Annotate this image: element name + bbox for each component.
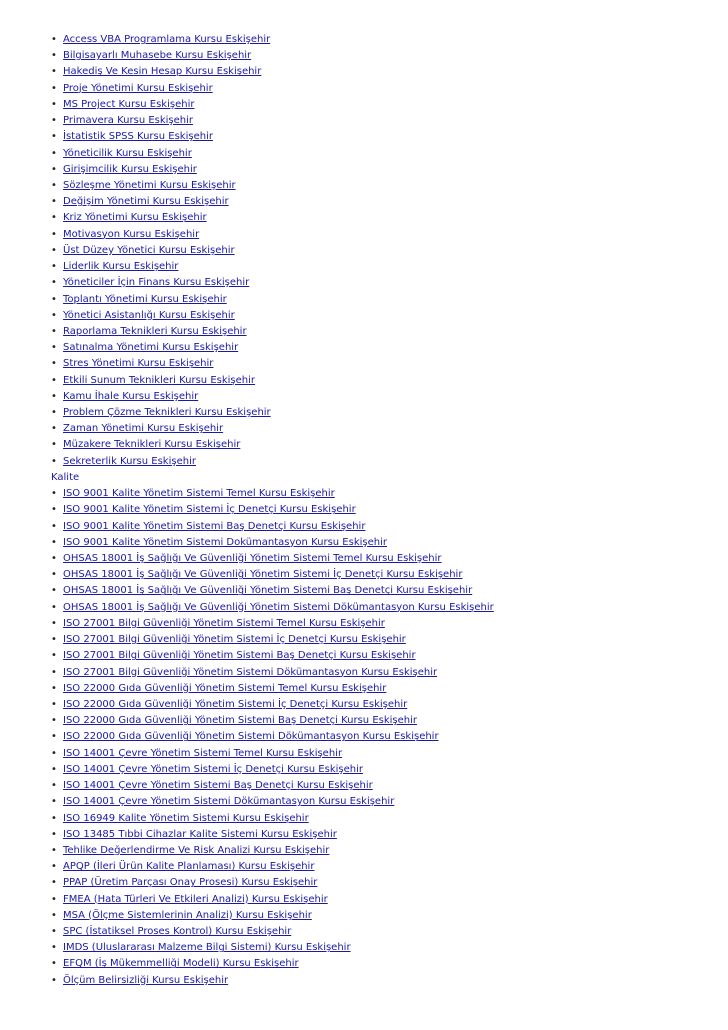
- list-item: [0, 324, 728, 340]
- course-link[interactable]: OHSAS 18001 İş Sağlığı Ve Güvenliği Yönetim Sistemi İç Denetçi Kursu Eskişehir: [63, 569, 463, 581]
- course-link[interactable]: ISO 9001 Kalite Yönetim Sistemi Baş Denetçi Kursu Eskişehir: [63, 520, 366, 532]
- bullet-icon: •: [51, 828, 57, 840]
- list-item: [0, 713, 728, 729]
- course-link[interactable]: MSA (Ölçme Sistemlerinin Analizi) Kursu Eskişehir: [63, 909, 312, 921]
- course-link[interactable]: Liderlik Kursu Eskişehir: [63, 261, 179, 273]
- course-link[interactable]: MS Project Kursu Eskişehir: [63, 98, 195, 110]
- course-link[interactable]: OHSAS 18001 İş Sağlığı Ve Güvenliği Yönetim Sistemi Dökümantasyon Kursu Eskişehir: [63, 601, 494, 613]
- list-item: [0, 437, 728, 453]
- section-heading-kalite: [0, 470, 728, 486]
- course-link[interactable]: ISO 9001 Kalite Yönetim Sistemi Temel Kursu Eskişehir: [63, 488, 335, 500]
- list-item: [0, 502, 728, 518]
- bullet-icon: •: [51, 909, 57, 921]
- course-link[interactable]: Ölçüm Belirsizliği Kursu Eskişehir: [63, 974, 229, 986]
- list-item: [0, 81, 728, 97]
- bullet-icon: •: [51, 309, 57, 321]
- list-item: [0, 632, 728, 648]
- course-link[interactable]: APQP (İleri Ürün Kalite Planlaması) Kursu Eskişehir: [63, 861, 315, 873]
- bullet-icon: •: [51, 601, 57, 613]
- course-link[interactable]: ISO 22000 Gıda Güvenliği Yönetim Sistemi Baş Denetçi Kursu Eskişehir: [63, 715, 418, 727]
- course-link[interactable]: Kamu İhale Kursu Eskişehir: [63, 390, 199, 402]
- bullet-icon: •: [51, 147, 57, 159]
- bullet-icon: •: [51, 244, 57, 256]
- list-item: [0, 32, 728, 48]
- bullet-icon: •: [51, 374, 57, 386]
- course-link[interactable]: FMEA (Hata Türleri Ve Etkileri Analizi) Kursu Eskişehir: [63, 893, 328, 905]
- list-item: [0, 729, 728, 745]
- course-link[interactable]: Yöneticilik Kursu Eskişehir: [63, 147, 192, 159]
- bullet-icon: •: [51, 812, 57, 824]
- course-link[interactable]: Stres Yönetimi Kursu Eskişehir: [63, 358, 214, 370]
- bullet-icon: •: [51, 261, 57, 273]
- list-item: [0, 129, 728, 145]
- course-link[interactable]: İstatistik SPSS Kursu Eskişehir: [63, 131, 213, 143]
- course-link[interactable]: SPC (İstatiksel Proses Kontrol) Kursu Eskişehir: [63, 926, 292, 938]
- bullet-icon: •: [51, 974, 57, 986]
- list-item: [0, 210, 728, 226]
- bullet-icon: •: [51, 66, 57, 78]
- bullet-icon: •: [51, 893, 57, 905]
- list-item: [0, 292, 728, 308]
- list-item: [0, 616, 728, 632]
- course-link[interactable]: Primavera Kursu Eskişehir: [63, 115, 194, 127]
- bullet-icon: •: [51, 731, 57, 743]
- course-link[interactable]: Hakediş Ve Kesin Hesap Kursu Eskişehir: [63, 66, 262, 78]
- bullet-icon: •: [51, 390, 57, 402]
- course-link[interactable]: ISO 9001 Kalite Yönetim Sistemi İç Denetçi Kursu Eskişehir: [63, 504, 356, 516]
- course-link[interactable]: Sözleşme Yönetimi Kursu Eskişehir: [63, 179, 236, 191]
- bullet-icon: •: [51, 650, 57, 662]
- course-link[interactable]: Yöneticiler İçin Finans Kursu Eskişehir: [63, 277, 250, 289]
- list-item: [0, 567, 728, 583]
- bullet-icon: •: [51, 325, 57, 337]
- course-link[interactable]: Zaman Yönetimi Kursu Eskişehir: [63, 423, 224, 435]
- bullet-icon: •: [51, 82, 57, 94]
- bullet-icon: •: [51, 780, 57, 792]
- bullet-icon: •: [51, 877, 57, 889]
- list-item: [0, 146, 728, 162]
- course-link[interactable]: ISO 16949 Kalite Yönetim Sistemi Kursu Eskişehir: [63, 812, 309, 824]
- list-item: [0, 924, 728, 940]
- bullet-icon: •: [51, 666, 57, 678]
- course-link[interactable]: Satınalma Yönetimi Kursu Eskişehir: [63, 342, 239, 354]
- course-link[interactable]: OHSAS 18001 İş Sağlığı Ve Güvenliği Yönetim Sistemi Temel Kursu Eskişehir: [63, 553, 442, 564]
- course-link[interactable]: Proje Yönetimi Kursu Eskişehir: [63, 82, 213, 94]
- bullet-icon: •: [51, 131, 57, 143]
- bullet-icon: •: [51, 569, 57, 581]
- bullet-icon: •: [51, 536, 57, 548]
- course-link[interactable]: IMDS (Uluslararası Malzeme Bilgi Sistemi) Kursu Eskişehir: [63, 942, 351, 954]
- list-item: [0, 275, 728, 291]
- bullet-icon: •: [51, 98, 57, 110]
- course-link[interactable]: Tehlike Değerlendirme Ve Risk Analizi Kursu Eskişehir: [63, 844, 330, 856]
- list-item: [0, 681, 728, 697]
- list-item: [0, 600, 728, 616]
- list-item: [0, 48, 728, 64]
- list-item: [0, 794, 728, 810]
- bullet-icon: •: [51, 228, 57, 240]
- bullet-icon: •: [51, 293, 57, 305]
- bullet-icon: •: [51, 553, 57, 564]
- list-item: [0, 843, 728, 859]
- list-item: [0, 827, 728, 843]
- bullet-icon: •: [51, 179, 57, 191]
- course-link[interactable]: ISO 27001 Bilgi Güvenliği Yönetim Sistemi Temel Kursu Eskişehir: [63, 617, 385, 629]
- course-link[interactable]: ISO 14001 Çevre Yönetim Sistemi Dökümantasyon Kursu Eskişehir: [63, 796, 395, 808]
- bullet-icon: •: [51, 115, 57, 127]
- course-link[interactable]: Raporlama Teknikleri Kursu Eskişehir: [63, 325, 247, 337]
- course-link[interactable]: Motivasyon Kursu Eskişehir: [63, 228, 200, 240]
- course-link[interactable]: Access VBA Programlama Kursu Eskişehir: [63, 34, 271, 45]
- course-link[interactable]: PPAP (Üretim Parçası Onay Prosesi) Kursu Eskişehir: [63, 877, 318, 889]
- list-item: [0, 811, 728, 827]
- list-item: [0, 454, 728, 470]
- list-item: [0, 583, 728, 599]
- course-link[interactable]: ISO 22000 Gıda Güvenliği Yönetim Sistemi İç Denetçi Kursu Eskişehir: [63, 698, 408, 710]
- bullet-icon: •: [51, 196, 57, 208]
- bullet-icon: •: [51, 698, 57, 710]
- section-heading-text: Kalite: [51, 471, 80, 483]
- list-item: [0, 892, 728, 908]
- list-item: [0, 956, 728, 972]
- course-link[interactable]: ISO 22000 Gıda Güvenliği Yönetim Sistemi Dökümantasyon Kursu Eskişehir: [63, 731, 439, 743]
- course-link[interactable]: Problem Çözme Teknikleri Kursu Eskişehir: [63, 407, 271, 419]
- course-link[interactable]: ISO 27001 Bilgi Güvenliği Yönetim Sistemi İç Denetçi Kursu Eskişehir: [63, 634, 406, 646]
- list-item: [0, 308, 728, 324]
- course-link[interactable]: Kriz Yönetimi Kursu Eskişehir: [63, 212, 207, 224]
- course-list: [0, 32, 728, 989]
- bullet-icon: •: [51, 488, 57, 500]
- bullet-icon: •: [51, 617, 57, 629]
- course-link[interactable]: ISO 14001 Çevre Yönetim Sistemi Baş Denetçi Kursu Eskişehir: [63, 780, 373, 792]
- list-item: [0, 373, 728, 389]
- list-item: [0, 973, 728, 989]
- bullet-icon: •: [51, 455, 57, 467]
- bullet-icon: •: [51, 358, 57, 370]
- bullet-icon: •: [51, 407, 57, 419]
- list-item: [0, 64, 728, 80]
- bullet-icon: •: [51, 34, 57, 45]
- bullet-icon: •: [51, 504, 57, 516]
- bullet-icon: •: [51, 439, 57, 451]
- bullet-icon: •: [51, 50, 57, 62]
- course-link[interactable]: ISO 22000 Gıda Güvenliği Yönetim Sistemi Temel Kursu Eskişehir: [63, 682, 387, 694]
- bullet-icon: •: [51, 747, 57, 759]
- course-link[interactable]: Toplantı Yönetimi Kursu Eskişehir: [63, 293, 227, 305]
- list-item: [0, 486, 728, 502]
- bullet-icon: •: [51, 212, 57, 224]
- bullet-icon: •: [51, 861, 57, 873]
- list-item: [0, 421, 728, 437]
- course-link[interactable]: Girişimcilik Kursu Eskişehir: [63, 163, 197, 175]
- list-item: [0, 97, 728, 113]
- list-item: [0, 746, 728, 762]
- list-item: [0, 389, 728, 405]
- list-item: [0, 648, 728, 664]
- list-item: [0, 113, 728, 129]
- bullet-icon: •: [51, 342, 57, 354]
- bullet-icon: •: [51, 715, 57, 727]
- course-link[interactable]: ISO 27001 Bilgi Güvenliği Yönetim Sistemi Dökümantasyon Kursu Eskişehir: [63, 666, 438, 678]
- list-item: [0, 356, 728, 372]
- list-item: [0, 162, 728, 178]
- course-link[interactable]: Değişim Yönetimi Kursu Eskişehir: [63, 196, 229, 208]
- course-link[interactable]: Müzakere Teknikleri Kursu Eskişehir: [63, 439, 241, 451]
- course-link[interactable]: ISO 14001 Çevre Yönetim Sistemi İç Denetçi Kursu Eskişehir: [63, 763, 363, 775]
- list-item: [0, 227, 728, 243]
- course-link[interactable]: ISO 13485 Tıbbi Cihazlar Kalite Sistemi Kursu Eskişehir: [63, 828, 337, 840]
- list-item: [0, 940, 728, 956]
- course-link[interactable]: Bilgisayarlı Muhasebe Kursu Eskişehir: [63, 50, 252, 62]
- bullet-icon: •: [51, 682, 57, 694]
- list-item: [0, 243, 728, 259]
- bullet-icon: •: [51, 942, 57, 954]
- bullet-icon: •: [51, 796, 57, 808]
- bullet-icon: •: [51, 163, 57, 175]
- bullet-icon: •: [51, 844, 57, 856]
- course-link[interactable]: Sekreterlik Kursu Eskişehir: [63, 455, 196, 467]
- list-item: [0, 259, 728, 275]
- list-item: [0, 340, 728, 356]
- bullet-icon: •: [51, 520, 57, 532]
- course-link[interactable]: Etkili Sunum Teknikleri Kursu Eskişehir: [63, 374, 256, 386]
- course-link[interactable]: Üst Düzey Yönetici Kursu Eskişehir: [63, 244, 235, 256]
- list-item: [0, 665, 728, 681]
- bullet-icon: •: [51, 926, 57, 938]
- bullet-icon: •: [51, 958, 57, 970]
- bullet-icon: •: [51, 423, 57, 435]
- list-item: [0, 178, 728, 194]
- list-item: [0, 535, 728, 551]
- course-link[interactable]: ISO 27001 Bilgi Güvenliği Yönetim Sistemi Baş Denetçi Kursu Eskişehir: [63, 650, 416, 662]
- course-link[interactable]: ISO 9001 Kalite Yönetim Sistemi Dokümantasyon Kursu Eskişehir: [63, 536, 387, 548]
- list-item: [0, 551, 728, 567]
- list-item: [0, 778, 728, 794]
- list-item: [0, 908, 728, 924]
- bullet-icon: •: [51, 763, 57, 775]
- course-link[interactable]: Yönetici Asistanlığı Kursu Eskişehir: [63, 309, 235, 321]
- list-item: [0, 859, 728, 875]
- list-item: [0, 762, 728, 778]
- bullet-icon: •: [51, 634, 57, 646]
- list-item: [0, 405, 728, 421]
- bullet-icon: •: [51, 585, 57, 597]
- course-link[interactable]: OHSAS 18001 İş Sağlığı Ve Güvenliği Yönetim Sistemi Baş Denetçi Kursu Eskişehir: [63, 585, 473, 597]
- bullet-icon: •: [51, 277, 57, 289]
- course-link[interactable]: EFQM (İş Mükemmelliği Modeli) Kursu Eskişehir: [63, 958, 299, 970]
- list-item: [0, 697, 728, 713]
- list-item: [0, 194, 728, 210]
- list-item: [0, 875, 728, 891]
- list-item: [0, 519, 728, 535]
- course-link[interactable]: ISO 14001 Çevre Yönetim Sistemi Temel Kursu Eskişehir: [63, 747, 343, 759]
